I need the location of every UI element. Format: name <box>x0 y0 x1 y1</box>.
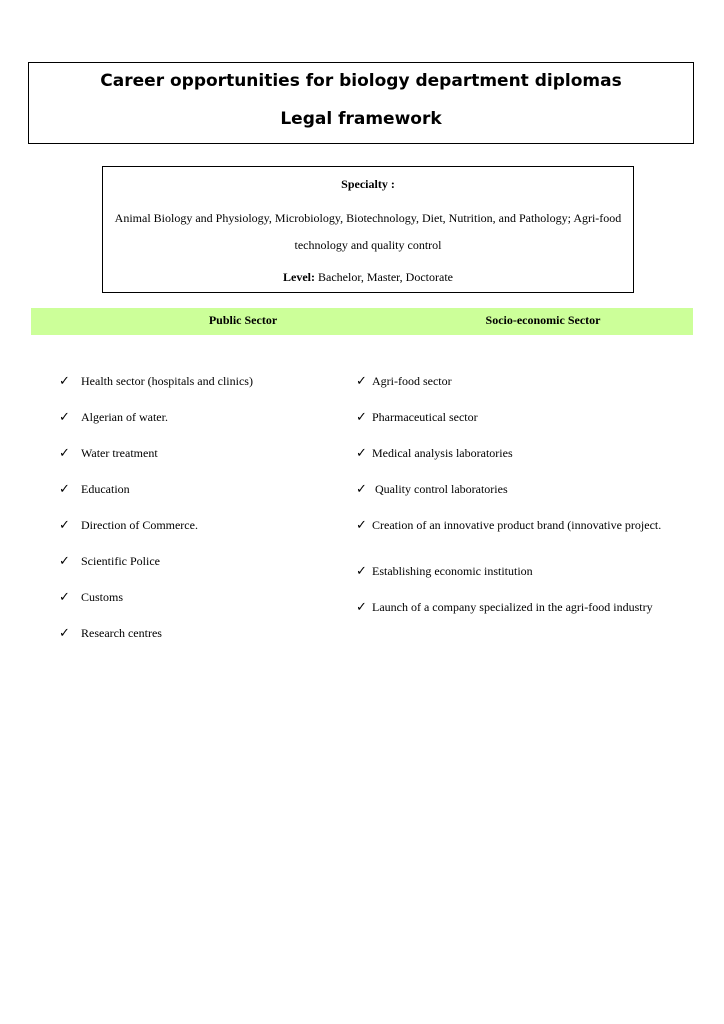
list-item-label: Customs <box>81 590 124 604</box>
list-item <box>356 600 653 615</box>
list-item <box>356 374 452 389</box>
title-box <box>28 62 694 144</box>
list-item-label: Algerian of water. <box>81 410 168 424</box>
list-item-label: Scientific Police <box>81 554 160 568</box>
list-item-label: Pharmaceutical sector <box>372 410 478 424</box>
document-subtitle: Legal framework <box>280 109 442 129</box>
list-item <box>59 410 168 425</box>
list-item-label: Research centres <box>81 626 162 640</box>
list-item <box>59 446 158 461</box>
list-item <box>356 446 513 461</box>
document-title: Career opportunities for biology department diplomas <box>100 71 622 91</box>
level-label: Level: <box>283 270 315 284</box>
check-icon: ✓ <box>59 374 70 389</box>
check-icon: ✓ <box>59 554 70 569</box>
socio-economic-sector-title: Socio-economic Sector <box>485 313 601 327</box>
sector-header <box>31 308 693 335</box>
check-icon: ✓ <box>59 626 70 641</box>
list-item-label: Medical analysis laboratories <box>372 446 513 460</box>
list-item-label: Agri-food sector <box>372 374 452 388</box>
list-item-label: Establishing economic institution <box>372 564 533 578</box>
check-icon: ✓ <box>356 564 367 579</box>
check-icon: ✓ <box>59 446 70 461</box>
specialty-box <box>102 166 634 293</box>
list-item <box>356 410 478 425</box>
check-icon: ✓ <box>356 446 367 461</box>
check-icon: ✓ <box>59 410 70 425</box>
specialty-label: Specialty : <box>341 177 395 191</box>
check-icon: ✓ <box>59 590 70 605</box>
list-item <box>59 626 162 641</box>
list-item-label: Direction of Commerce. <box>81 518 198 532</box>
check-icon: ✓ <box>356 482 367 497</box>
public-sector-title: Public Sector <box>208 313 278 327</box>
list-item <box>59 518 198 533</box>
list-item-label: Launch of a company specialized in the agri-food industry <box>372 600 653 614</box>
list-item <box>356 482 508 497</box>
list-item <box>59 482 130 497</box>
check-icon: ✓ <box>356 518 367 533</box>
list-item <box>59 554 160 569</box>
list-item-label: Creation of an innovative product brand (innovative project. <box>372 518 662 532</box>
list-item <box>59 590 123 605</box>
check-icon: ✓ <box>356 410 367 425</box>
list-item-label: Education <box>81 482 130 496</box>
level-line <box>103 270 633 285</box>
list-item-label: Health sector (hospitals and clinics) <box>81 374 253 388</box>
list-item <box>356 564 533 579</box>
list-item-label: Quality control laboratories <box>372 482 508 496</box>
specialty-text: Animal Biology and Physiology, Microbiology, Biotechnology, Diet, Nutrition, and Pathology; Agri-food technology and quality control <box>114 211 622 252</box>
list-item <box>356 518 661 533</box>
level-value: Bachelor, Master, Doctorate <box>315 270 453 284</box>
check-icon: ✓ <box>59 482 70 497</box>
check-icon: ✓ <box>59 518 70 533</box>
list-item-label: Water treatment <box>81 446 158 460</box>
list-item <box>59 374 253 389</box>
check-icon: ✓ <box>356 374 367 389</box>
check-icon: ✓ <box>356 600 367 615</box>
